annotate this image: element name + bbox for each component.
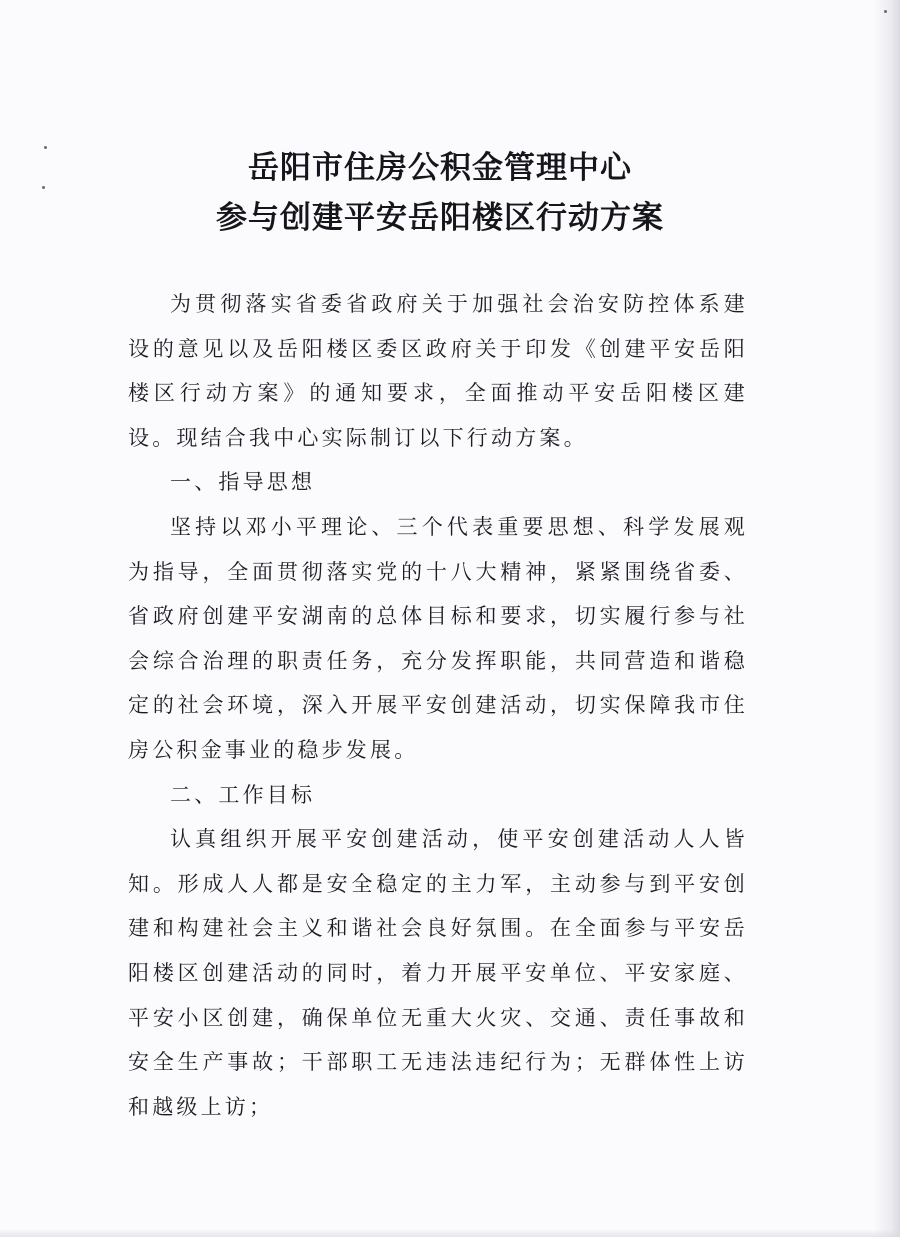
document-title-line-1: 岳阳市住房公积金管理中心: [248, 150, 632, 186]
document-title-line-2: 参与创建平安岳阳楼区行动方案: [216, 200, 664, 236]
section-paragraph-work-goals: 认真组织开展平安创建活动，使平安创建活动人人皆知。形成人人都是安全稳定的主力军，主动参与到平安创建和构建社会主义和谐社会良好氛围。在全面参与平安岳阳楼区创建活动的同时，着力开展平安单位、平安家庭、平安小区创建，确保单位无重大火灾、交通、责任事故和安全生产事故；干部职工无违法违纪行为；无群体性上访和越级上访；: [128, 827, 748, 1119]
document-body: [128, 282, 748, 1129]
section-heading-work-goals: 二、工作目标: [170, 782, 316, 807]
section-heading-guiding-ideology: 一、指导思想: [170, 470, 316, 495]
section-paragraph-guiding-ideology: 坚持以邓小平理论、三个代表重要思想、科学发展观为指导，全面贯彻落实党的十八大精神，紧紧围绕省委、省政府创建平安湖南的总体目标和要求，切实履行参与社会综合治理的职责任务，充分发挥职能，共同营造和谐稳定的社会环境，深入开展平安创建活动，切实保障我市住房公积金事业的稳步发展。: [128, 514, 748, 762]
scan-speck: [884, 10, 887, 13]
scan-shadow-bottom: [0, 1229, 900, 1237]
intro-paragraph: 为贯彻落实省委省政府关于加强社会治安防控体系建设的意见以及岳阳楼区委区政府关于印发《创建平安岳阳楼区行动方案》的通知要求，全面推动平安岳阳楼区建设。现结合我中心实际制订以下行动方案。: [128, 292, 748, 450]
